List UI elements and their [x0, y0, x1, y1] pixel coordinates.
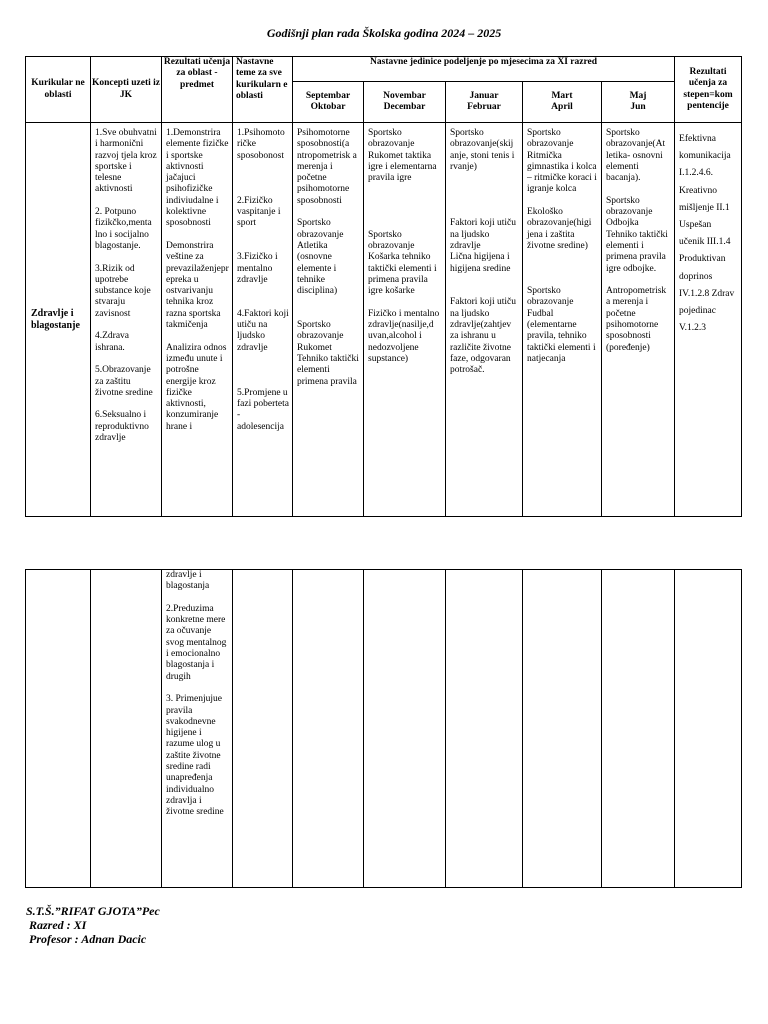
header-koncepti: Koncepti uzeti iz JK: [91, 57, 162, 123]
koncepti-cell: 1.Sve obuhvatni i harmonični razvoj tjela kroz sportske i telesne aktivnosti 2. Potpuno fizikčko,menta lno i socijalno blagostanje. 3.Rizik od upotrebe substance koje stvaraju zavisnost 4.Zdrava ishrana. 5.Obrazovanje za zaštitu životne sredine 6.Seksualno i reproduktivno zdravlje: [95, 128, 157, 444]
maj-jun-cell: Sportsko obrazovanje(At letika- osnovni elementi bacanja). Sportsko obrazovanje Odbojka Tehniko taktički elementi i primena pravila igre odbojke. Antropometrisk a merenja i početne psihomotorne sposobnosti (poređenje): [606, 128, 668, 353]
empty-cell: [602, 570, 675, 888]
plan-table: [25, 56, 742, 517]
empty-cell: [26, 570, 91, 888]
header-month-jan-feb: Januar Februar: [446, 82, 523, 123]
empty-cell: [293, 570, 364, 888]
header-rezultati-predmet: Rezultati učenja za oblast - predmet: [162, 57, 233, 123]
mar-apr-cell: Sportsko obrazovanje Ritmička gimnastika i kolca – ritmičke koraci i igranje kolca Ekološko obrazovanje(higi jena i zaštita životne sredine) Sportsko obrazovanje Fudbal (elementarne pravila, tehniko taktički elementi i natjecanja: [527, 128, 597, 364]
oblast-cell: Zdravlje i blagostanje: [26, 123, 91, 517]
plan-table-continued: [25, 569, 742, 888]
header-kurikular: Kurikular ne oblasti: [26, 57, 91, 123]
empty-cell: [91, 570, 162, 888]
empty-cell: [233, 570, 293, 888]
header-nastavne-jedinice: Nastavne jedinice podeljenje po mjesecima za XI razred: [293, 57, 675, 82]
footer: [26, 904, 160, 946]
school-name: S.T.Š.”RIFAT GJOTA”Pec: [26, 904, 160, 918]
nov-dec-cell: Sportsko obrazovanje Rukomet taktika igre i elementarna pravila igre Sportsko obrazovanje Košarka tehniko taktički elementi i primena pravila igre košarke Fizičko i mentalno zdravlje(nasilje,d uvan,alcohol i nedozvoljene supstance): [368, 128, 440, 364]
empty-cell: [523, 570, 602, 888]
sep-okt-cell: Psihomotorne sposobnosti(a ntropometrisk a merenja i početne psihomotorne sposobnosti Sportsko obrazovanje Atletika (osnovne elemente i tehnike disciplina) Sportsko obrazovanje Rukomet Tehniko taktički elementi primena pravila: [297, 128, 359, 387]
rezultati-cell: 1.Demonstrira elemente fizičke i sportske aktivnosti jačajuci psihofizičke indiviudalne i kolektivne sposobnosti Demonstrira veštine za prevazilaženjepr epreka u ostvarivanju tehnika kroz razna sportska takmičenja Analizira odnos između unute i potrošne energije kroz fizičke aktivnosti, konzumiranje hrane i: [166, 128, 229, 432]
header-month-maj-jun: Maj Jun: [602, 82, 675, 123]
page-title: Godišnji plan rada Školska godina 2024 – 2025: [266, 26, 502, 40]
header-month-nov-dec: Novembar Decembar: [364, 82, 446, 123]
class-label: Razred : XI: [26, 918, 87, 932]
header-month-sep-okt: Septembar Oktobar: [293, 82, 364, 123]
kompetencije-cell: Efektivna komunikacija I.1.2.4.6. Kreativno mišljenje II.1 Uspešan učenik III.1.4 Produktivan doprinos IV.1.2.8 Zdrav pojedinac V.1.2.3: [679, 134, 735, 334]
rezultati-cell-continued: zdravlje i blagostanja 2.Preduzima konkretne mere za očuvanje svog mentalnog i emocionalno blagostanja i drugih 3. Primenjujue pravila svakodnevne higijene i razume ulog u zaštite životne sredine radi unapređenja individualno zdravlja i životne sredine: [166, 570, 227, 818]
jan-feb-cell: Sportsko obrazovanje(skij anje, stoni tenis i rvanje) Faktori koji utiču na ljudsko zdravlje Lična higijena i higijena sredine Faktori koji utiču na ljudsko zdravlje(zahtjev za ishranu u različite životne faze, odgovaran potrošač.: [450, 128, 516, 376]
empty-cell: [446, 570, 523, 888]
professor-label: Profesor : Adnan Dacic: [26, 932, 147, 946]
teme-cell: 1.Psihomoto ričke sposobonost 2.Fizičko vaspitanje i sport 3.Fizičko i mentalno zdravlje 4.Faktori koji utiču na ljudsko zdravlje 5.Promjene u fazi poberteta - adolesencija: [237, 128, 289, 432]
empty-cell: [675, 570, 742, 888]
header-rezultati-kompetencije: Rezultati učenja za stepen=kom pentencije: [675, 57, 742, 123]
header-month-mar-apr: Mart April: [523, 82, 602, 123]
header-nastavne-teme: Nastavne teme za sve kurikularn e oblasti: [233, 57, 293, 123]
empty-cell: [364, 570, 446, 888]
